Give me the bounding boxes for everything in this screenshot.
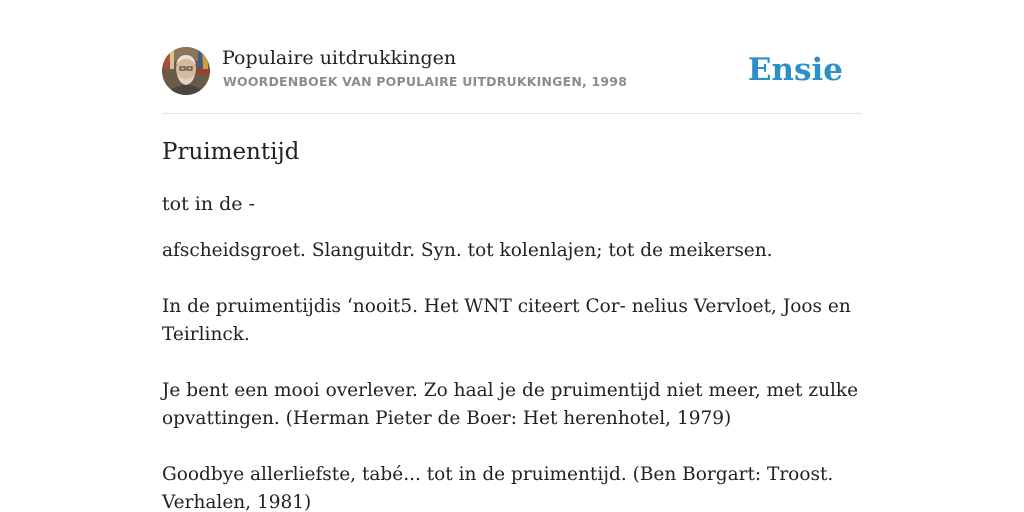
source-title[interactable]: Populaire uitdrukkingen <box>222 47 457 69</box>
source-header <box>162 0 862 114</box>
author-avatar[interactable] <box>162 47 210 95</box>
entry-paragraph: In de pruimentijdis ‘nooit5. Het WNT citeert Cor- nelius Vervloet, Joos en Teirlinck. <box>162 296 851 345</box>
ensie-logo-link[interactable]: Ensie <box>747 52 843 88</box>
entry-title: Pruimentijd <box>162 139 300 165</box>
entry-paragraph: afscheidsgroet. Slanguitdr. Syn. tot kolenlajen; tot de meikersen. <box>162 240 773 261</box>
entry-headword: tot in de - <box>162 193 255 215</box>
source-subtitle: WOORDENBOEK VAN POPULAIRE UITDRUKKINGEN, 1998 <box>223 74 628 89</box>
entry-body <box>162 237 867 512</box>
content-container <box>162 0 862 512</box>
entry-paragraph: Je bent een mooi overlever. Zo haal je de pruimentijd niet meer, met zulke opvattingen. (Herman Pieter de Boer: Het herenhotel, 1979) <box>162 380 859 429</box>
entry-paragraph: Goodbye allerliefste, tabé... tot in de pruimentijd. (Ben Borgart: Troost. Verhalen, 1981) <box>162 464 834 512</box>
